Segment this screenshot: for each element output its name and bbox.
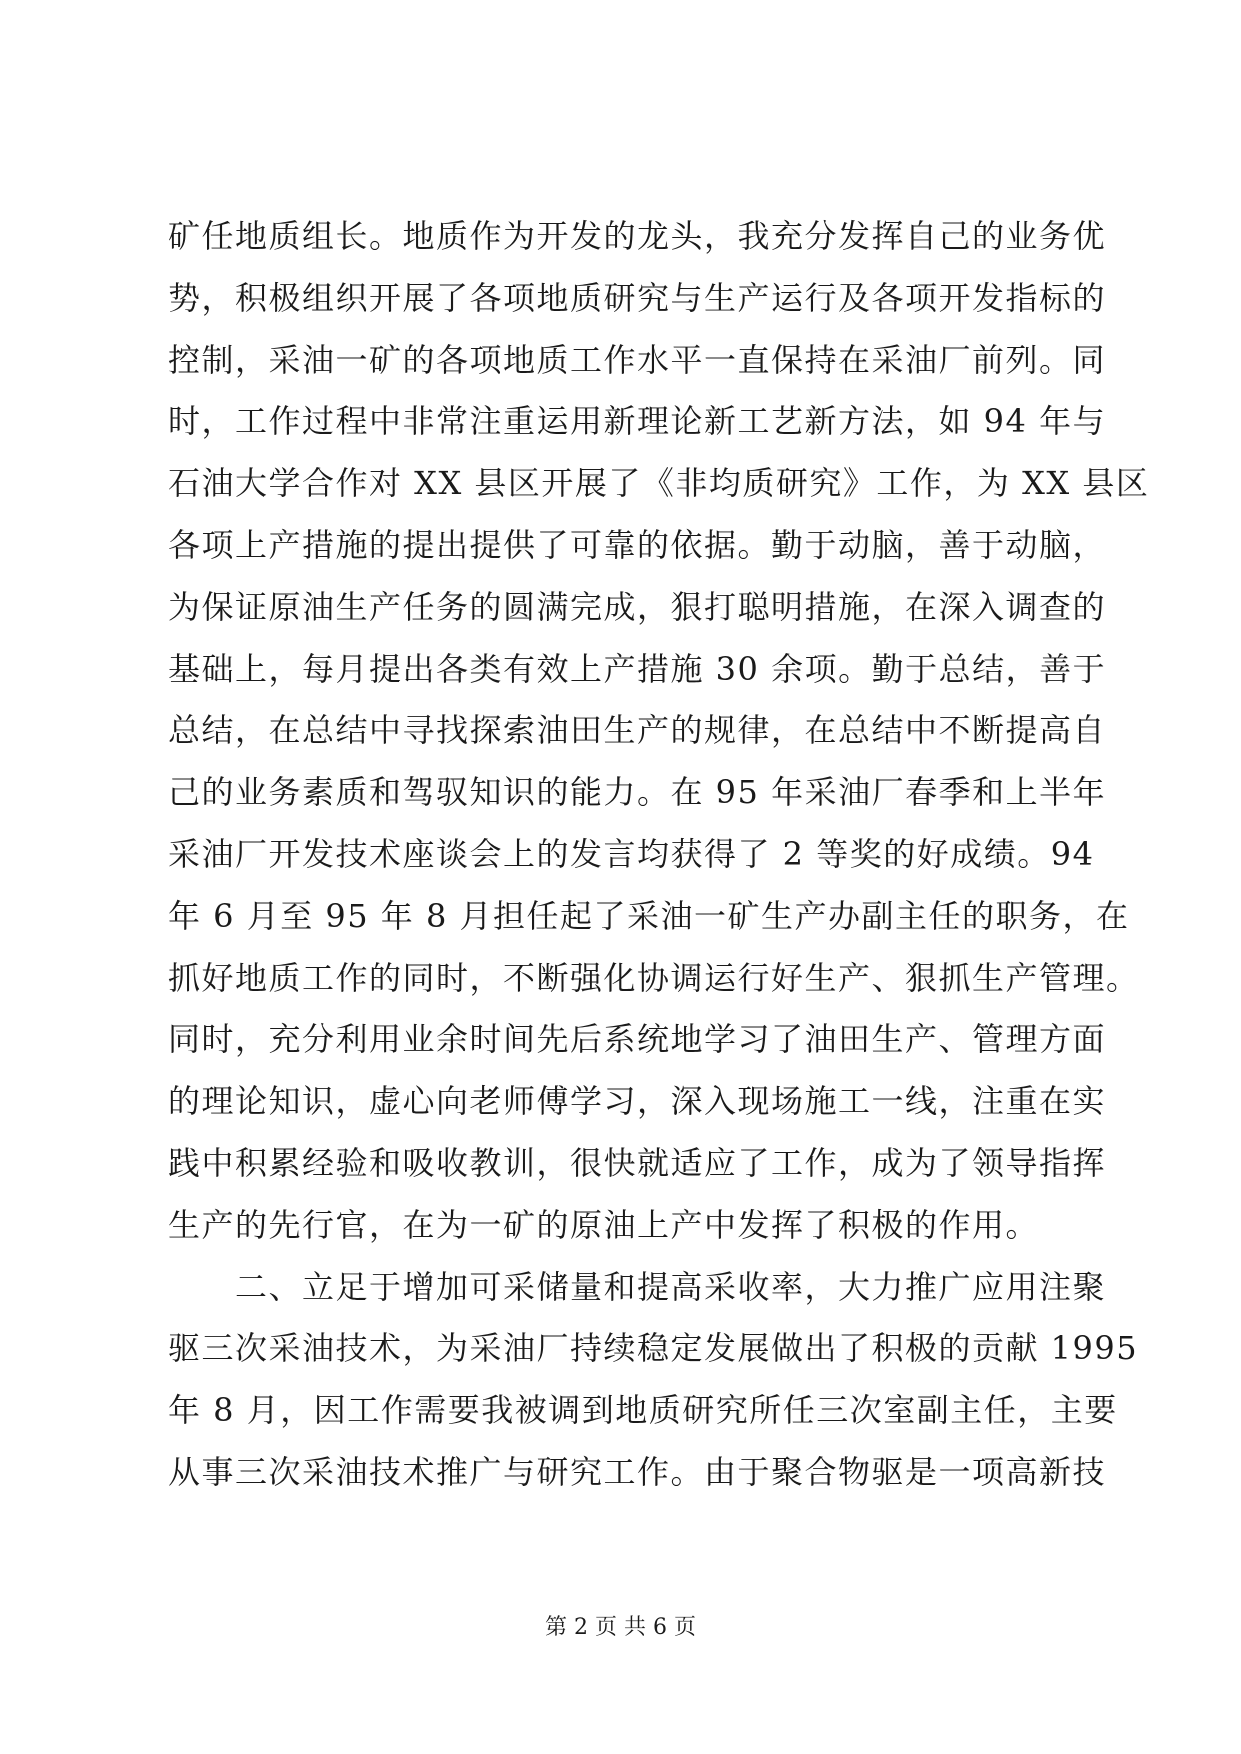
text-line: 年 6 月至 95 年 8 月担任起了采油一矿生产办副主任的职务，在 — [168, 896, 1130, 935]
text-line: 己的业务素质和驾驭知识的能力。在 95 年采油厂春季和上半年 — [168, 773, 1107, 812]
text-line: 基础上，每月提出各类有效上产措施 30 余项。勤于总结，善于 — [168, 649, 1107, 688]
text-line: 抓好地质工作的同时，不断强化协调运行好生产、狠抓生产管理。 — [168, 958, 1140, 997]
text-line: 采油厂开发技术座谈会上的发言均获得了 2 等奖的好成绩。94 — [168, 834, 1095, 873]
document-body — [168, 206, 1150, 1504]
page-number-footer: 第 2 页 共 6 页 — [545, 1615, 696, 1640]
text-line: 的理论知识，虚心向老师傅学习，深入现场施工一线，注重在实 — [168, 1082, 1107, 1121]
text-line: 生产的先行官，在为一矿的原油上产中发挥了积极的作用。 — [168, 1205, 1040, 1244]
text-line: 石油大学合作对 XX 县区开展了《非均质研究》工作，为 XX 县区 — [168, 464, 1150, 503]
text-line: 从事三次采油技术推广与研究工作。由于聚合物驱是一项高新技 — [168, 1452, 1107, 1491]
text-line: 同时，充分利用业余时间先后系统地学习了油田生产、管理方面 — [168, 1020, 1107, 1059]
text-line: 时，工作过程中非常注重运用新理论新工艺新方法，如 94 年与 — [168, 402, 1107, 441]
text-line: 矿任地质组长。地质作为开发的龙头，我充分发挥自己的业务优 — [168, 217, 1107, 255]
text-line: 为保证原油生产任务的圆满完成，狠打聪明措施，在深入调查的 — [168, 587, 1107, 626]
text-line: 年 8 月，因工作需要我被调到地质研究所任三次室副主任，主要 — [168, 1391, 1118, 1430]
text-line: 势，积极组织开展了各项地质研究与生产运行及各项开发指标的 — [168, 278, 1107, 317]
text-line: 各项上产措施的提出提供了可靠的依据。勤于动脑，善于动脑， — [168, 525, 1107, 564]
text-line: 总结，在总结中寻找探索油田生产的规律，在总结中不断提高自 — [168, 711, 1107, 750]
text-line: 控制，采油一矿的各项地质工作水平一直保持在采油厂前列。同 — [168, 340, 1107, 379]
text-line: 践中积累经验和吸收教训，很快就适应了工作，成为了领导指挥 — [168, 1143, 1107, 1182]
text-line: 驱三次采油技术，为采油厂持续稳定发展做出了积极的贡献 1995 — [168, 1329, 1139, 1368]
text-line: 二、立足于增加可采储量和提高采收率，大力推广应用注聚 — [168, 1267, 1107, 1306]
